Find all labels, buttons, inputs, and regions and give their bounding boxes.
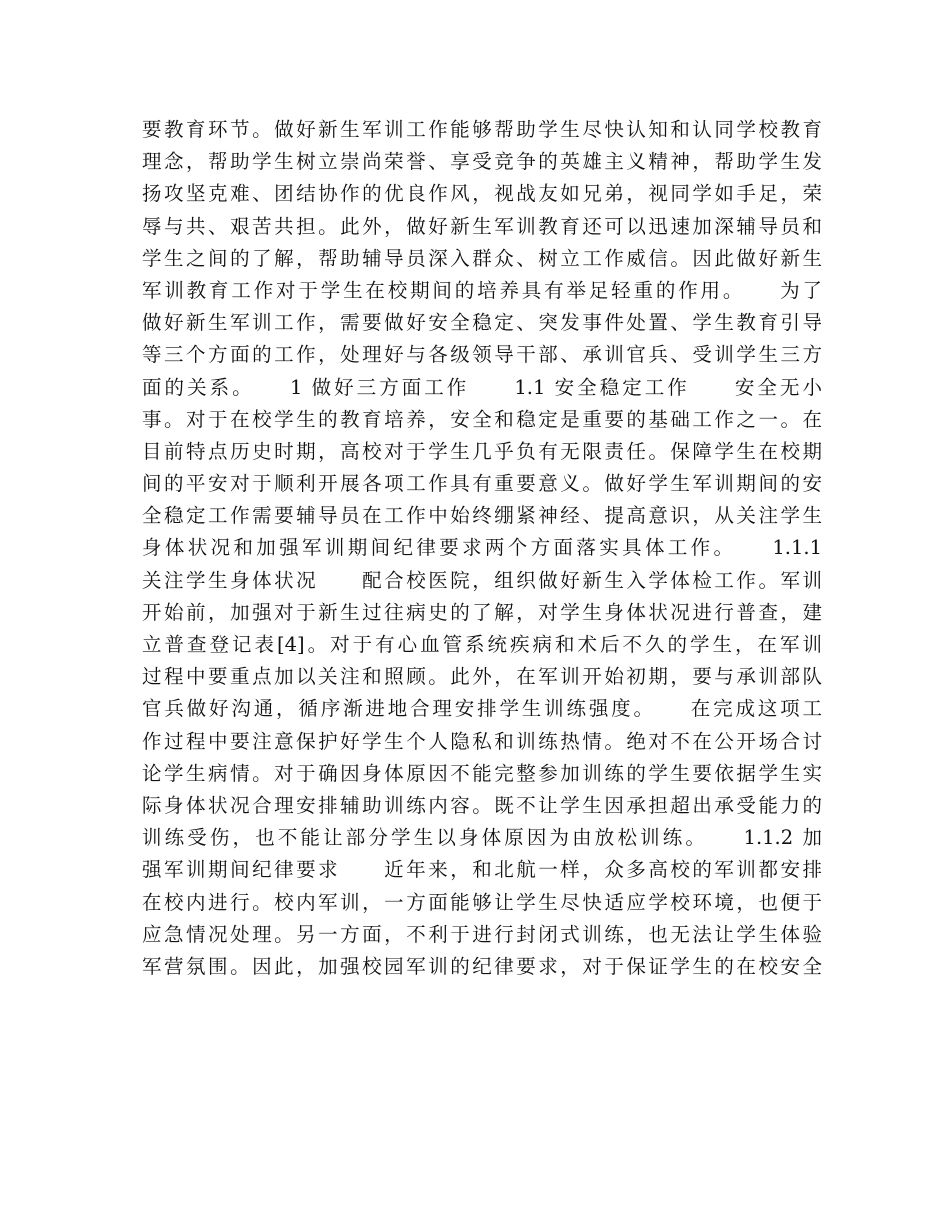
text-line: 学生之间的了解，帮助辅导员深入群众、树立工作威信。因此做好新生 (142, 246, 822, 270)
text-line: 做好新生军训工作，需要做好安全稳定、突发事件处置、学生教育引导 (142, 311, 822, 335)
text-line: 事。对于在校学生的教育培养，安全和稳定是重要的基础工作之一。在 (142, 407, 822, 431)
text-line: 应急情况处理。另一方面，不利于进行封闭式训练，也无法让学生体验 (142, 922, 822, 946)
text-line: 训练受伤，也不能让部分学生以身体原因为由放松训练。 1.1.2 加 (142, 826, 822, 850)
text-line: 等三个方面的工作，处理好与各级领导干部、承训官兵、受训学生三方 (142, 343, 822, 367)
text-line: 作过程中要注意保护好学生个人隐私和训练热情。绝对不在公开场合讨 (142, 729, 822, 753)
text-line: 目前特点历史时期，高校对于学生几乎负有无限责任。保障学生在校期 (142, 439, 822, 463)
text-line: 军训教育工作对于学生在校期间的培养具有举足轻重的作用。 为了 (142, 278, 822, 302)
text-line: 军营氛围。因此，加强校园军训的纪律要求，对于保证学生的在校安全 (142, 954, 822, 978)
text-line: 过程中要重点加以关注和照顾。此外，在军训开始初期，要与承训部队 (142, 665, 822, 689)
body-text (142, 114, 822, 983)
text-line: 立普查登记表[4]。对于有心血管系统疾病和术后不久的学生，在军训 (142, 633, 822, 656)
text-line: 要教育环节。做好新生军训工作能够帮助学生尽快认知和认同学校教育 (142, 118, 822, 141)
text-line: 在校内进行。校内军训，一方面能够让学生尽快适应学校环境，也便于 (142, 890, 822, 914)
text-line: 理念，帮助学生树立崇尚荣誉、享受竞争的英雄主义精神，帮助学生发 (142, 150, 822, 174)
text-line: 辱与共、艰苦共担。此外，做好新生军训教育还可以迅速加深辅导员和 (142, 214, 822, 238)
text-line: 强军训期间纪律要求 近年来，和北航一样，众多高校的军训都安排 (142, 858, 822, 882)
text-line: 际身体状况合理安排辅助训练内容。既不让学生因承担超出承受能力的 (142, 793, 822, 817)
text-line: 面的关系。 1 做好三方面工作 1.1 安全稳定工作 安全无小 (142, 375, 822, 399)
text-line: 扬攻坚克难、团结协作的优良作风，视战友如兄弟，视同学如手足，荣 (142, 182, 822, 206)
text-line: 开始前，加强对于新生过往病史的了解，对学生身体状况进行普查，建 (142, 600, 822, 624)
text-line: 身体状况和加强军训期间纪律要求两个方面落实具体工作。 1.1.1 (142, 536, 822, 560)
text-line: 全稳定工作需要辅导员在工作中始终绷紧神经、提高意识，从关注学生 (142, 504, 822, 528)
text-line: 间的平安对于顺利开展各项工作具有重要意义。做好学生军训期间的安 (142, 472, 822, 496)
text-line: 论学生病情。对于确因身体原因不能完整参加训练的学生要依据学生实 (142, 761, 822, 785)
text-line: 官兵做好沟通，循序渐进地合理安排学生训练强度。 在完成这项工 (142, 697, 822, 721)
text-line: 关注学生身体状况 配合校医院，组织做好新生入学体检工作。军训 (142, 568, 822, 592)
